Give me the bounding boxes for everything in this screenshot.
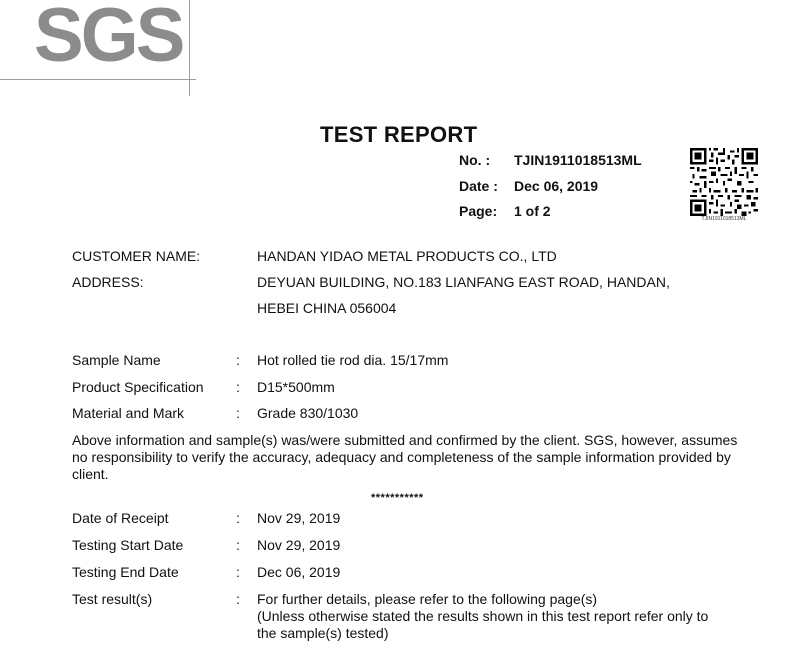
sample-name-label: Sample Name xyxy=(72,352,161,368)
address-line-1: DEYUAN BUILDING, NO.183 LIANFANG EAST ROAD, HANDAN, xyxy=(257,274,670,290)
testing-end-date-colon: : xyxy=(236,564,240,580)
material-mark-label: Material and Mark xyxy=(72,405,185,421)
sgs-logo-text: SGS xyxy=(34,0,183,78)
date-of-receipt-value: Nov 29, 2019 xyxy=(257,510,341,526)
test-results-colon: : xyxy=(236,591,240,607)
disclaimer-paragraph: Above information and sample(s) was/were submitted and confirmed by the client. SGS, however, assumes no responsibility to verify the accuracy, adequacy and completeness of the sample information provided by client. xyxy=(72,432,738,482)
asterisk-separator: *********** xyxy=(371,492,424,504)
address-label: ADDRESS: xyxy=(72,274,144,290)
report-date-value: Dec 06, 2019 xyxy=(514,178,599,194)
report-number-label: No. : xyxy=(459,152,491,168)
date-of-receipt-colon: : xyxy=(236,510,240,526)
qr-code-caption: TJIN1911018513ML xyxy=(701,216,747,222)
testing-start-date-value: Nov 29, 2019 xyxy=(257,537,341,553)
sample-name-colon: : xyxy=(236,352,240,368)
product-specification-colon: : xyxy=(236,379,240,395)
testing-end-date-label: Testing End Date xyxy=(72,564,179,580)
testing-end-date-value: Dec 06, 2019 xyxy=(257,564,341,580)
test-results-line-3: the sample(s) tested) xyxy=(257,625,389,641)
test-results-label: Test result(s) xyxy=(72,591,153,607)
qr-code-icon xyxy=(690,148,758,216)
report-number-value: TJIN1911018513ML xyxy=(514,152,642,168)
material-mark-colon: : xyxy=(236,405,240,421)
report-page-value: 1 of 2 xyxy=(514,203,551,219)
material-mark-value: Grade 830/1030 xyxy=(257,405,359,421)
sample-name-value: Hot rolled tie rod dia. 15/17mm xyxy=(257,352,449,368)
testing-start-date-colon: : xyxy=(236,537,240,553)
product-specification-label: Product Specification xyxy=(72,379,204,395)
customer-name-value: HANDAN YIDAO METAL PRODUCTS CO., LTD xyxy=(257,248,557,264)
customer-name-label: CUSTOMER NAME: xyxy=(72,248,201,264)
logo-orange-horizontal-line xyxy=(0,79,196,80)
test-results-line-2: (Unless otherwise stated the results shown in this test report refer only to xyxy=(257,608,709,624)
product-specification-value: D15*500mm xyxy=(257,379,335,395)
logo-orange-vertical-line xyxy=(189,0,190,96)
test-results-line-1: For further details, please refer to the following page(s) xyxy=(257,591,598,607)
sgs-logo xyxy=(0,0,196,92)
date-of-receipt-label: Date of Receipt xyxy=(72,510,169,526)
report-page-label: Page: xyxy=(459,203,498,219)
report-title: TEST REPORT xyxy=(320,122,478,147)
testing-start-date-label: Testing Start Date xyxy=(72,537,184,553)
address-line-2: HEBEI CHINA 056004 xyxy=(257,300,397,316)
report-date-label: Date : xyxy=(459,178,498,194)
